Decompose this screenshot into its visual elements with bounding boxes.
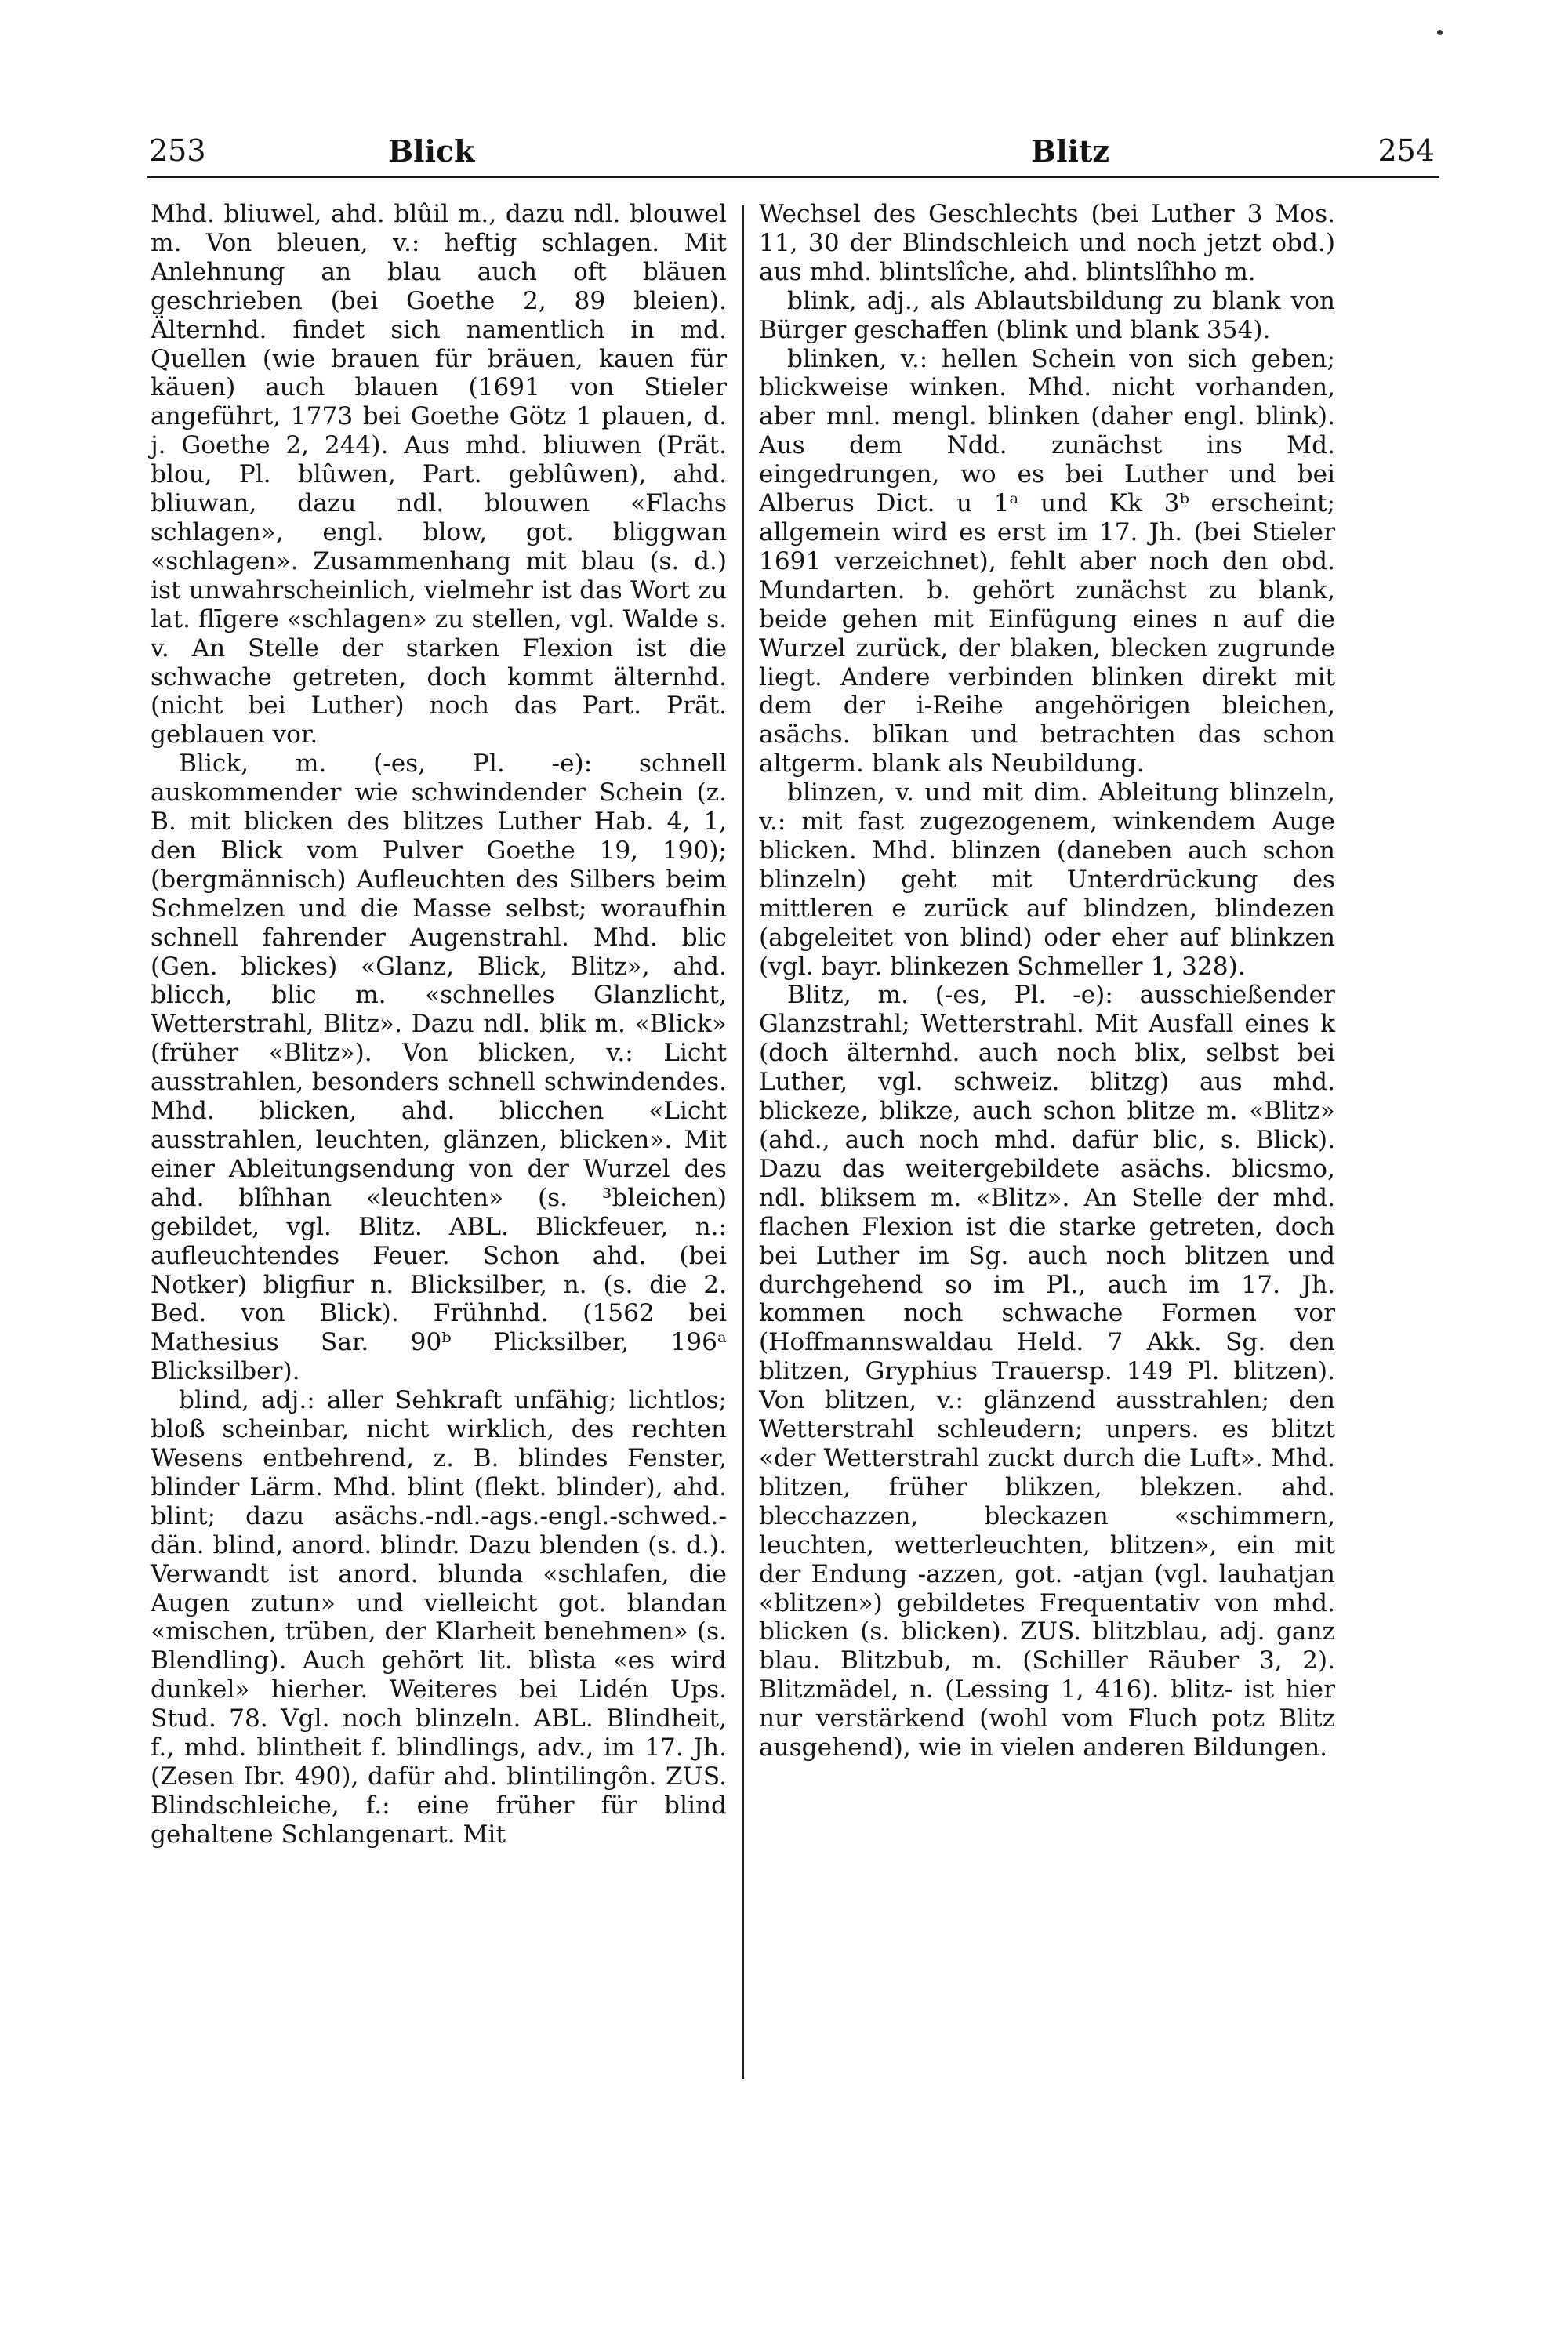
header-rule bbox=[147, 176, 1439, 178]
entry-blind: blind, adj.: aller Sehkraft unfähig; lichtlos; bloß scheinbar, nicht wirklich, des rechten Wesens entbehrend, z. B. blindes Fenster, blinder Lärm. Mhd. blint (flekt. blinder), ahd. blint; dazu asächs.-ndl.-ags.-engl.-schwed.-dän. blind, anord. blindr. Dazu blenden (s. d.). Verwandt ist anord. blunda «schlafen, die Augen zutun» und vielleicht got. blandan «mischen, trüben, der Klarheit benehmen» (s. Blendling). Auch gehört lit. blìsta «es wird dunkel» hierher. Weiteres bei Lidén Ups. Stud. 78. Vgl. noch blinzeln. ABL. Blindheit, f., mhd. blintheit f. blindlings, adv., im 17. Jh. (Zesen Ibr. 490), dafür ahd. blintilingôn. ZUS. Blindschleiche, f.: eine früher für blind gehaltene Schlangenart. Mit bbox=[151, 1386, 727, 1849]
header-keyword-left: Blick bbox=[388, 133, 475, 169]
page-number-right: 254 bbox=[1377, 133, 1435, 168]
corner-ink-mark bbox=[1437, 30, 1443, 35]
running-header bbox=[149, 133, 1435, 180]
right-column bbox=[759, 200, 1335, 1762]
entry-blinken: blinken, v.: hellen Schein von sich geben; blickweise winken. Mhd. nicht vorhanden, aber mnl. mengl. blinken (daher engl. blink). Aus dem Ndd. zunächst ins Md. eingedrungen, wo es bei Luther und bei Alberus Dict. u 1ᵃ und Kk 3ᵇ erscheint; allgemein wird es erst im 17. Jh. (bei Stieler 1691 verzeichnet), fehlt aber noch den obd. Mundarten. b. gehört zunächst zu blank, beide gehen mit Einfügung eines n auf die Wurzel zurück, der blaken, blecken zugrunde liegt. Andere verbinden blinken direkt mit dem der i-Reihe angehörigen bleichen, asächs. blīkan und betrachten das schon altgerm. blank als Neubildung. bbox=[759, 344, 1335, 779]
page-number-left: 253 bbox=[149, 133, 206, 168]
entry-blinzen: blinzen, v. und mit dim. Ableitung blinzeln, v.: mit fast zugezogenem, winkendem Auge blicken. Mhd. blinzen (daneben auch schon blinzeln) geht mit Unterdrückung des mittleren e zurück auf blindzen, blindezen (abgeleitet von blind) oder eher auf blinkzen (vgl. bayr. blinkezen Schmeller 1, 328). bbox=[759, 779, 1335, 981]
entry-blink: blink, adj., als Ablautsbildung zu blank von Bürger geschaffen (blink und blank 354). bbox=[759, 286, 1335, 344]
entry-bleuen-continued: Mhd. bliuwel, ahd. blûil m., dazu ndl. blouwel m. Von bleuen, v.: heftig schlagen. Mit Anlehnung an blau auch oft bläuen geschrieben (bei Goethe 2, 89 bleien). Älternhd. findet sich namentlich in md. Quellen (wie brauen für bräuen, kauen für käuen) auch blauen (1691 von Stieler angeführt, 1773 bei Goethe Götz 1 plauen, d. j. Goethe 2, 244). Aus mhd. bliuwen (Prät. blou, Pl. blûwen, Part. geblûwen), ahd. bliuwan, dazu ndl. blouwen «Flachs schlagen», engl. blow, got. bliggwan «schlagen». Zusammenhang mit blau (s. d.) ist unwahrscheinlich, vielmehr ist das Wort zu lat. flīgere «schlagen» zu stellen, vgl. Walde s. v. An Stelle der starken Flexion ist die schwache getreten, doch kommt älternhd. (nicht bei Luther) noch das Part. Prät. geblauen vor. bbox=[151, 200, 727, 750]
header-keyword-right: Blitz bbox=[1031, 133, 1110, 169]
entry-blindschleiche-continued: Wechsel des Geschlechts (bei Luther 3 Mos. 11, 30 der Blindschleich und noch jetzt obd.) aus mhd. blintslîche, ahd. blintslîhho m. bbox=[759, 200, 1335, 286]
entry-blick: Blick, m. (-es, Pl. -e): schnell auskommender wie schwindender Schein (z. B. mit blicken des blitzes Luther Hab. 4, 1, den Blick vom Pulver Goethe 19, 190); (bergmännisch) Aufleuchten des Silbers beim Schmelzen und die Masse selbst; woraufhin schnell fahrender Augenstrahl. Mhd. blic (Gen. blickes) «Glanz, Blick, Blitz», ahd. blicch, blic m. «schnelles Glanzlicht, Wetterstrahl, Blitz». Dazu ndl. blik m. «Blick» (früher «Blitz»). Von blicken, v.: Licht ausstrahlen, besonders schnell schwindendes. Mhd. blicken, ahd. blicchen «Licht ausstrahlen, leuchten, glänzen, blicken». Mit einer Ableitungsendung von der Wurzel des ahd. blîhhan «leuchten» (s. ³bleichen) gebildet, vgl. Blitz. ABL. Blickfeuer, n.: aufleuchtendes Feuer. Schon ahd. (bei Notker) bligfiur n. Blicksilber, n. (s. die 2. Bed. von Blick). Frühnhd. (1562 bei Mathesius Sar. 90ᵇ Plicksilber, 196ᵃ Blicksilber). bbox=[151, 750, 727, 1386]
left-column bbox=[151, 200, 727, 1849]
column-divider bbox=[742, 205, 744, 2079]
entry-blitz: Blitz, m. (-es, Pl. -e): ausschießender Glanzstrahl; Wetterstrahl. Mit Ausfall eines k (doch älternhd. auch noch blix, selbst bei Luther, vgl. schweiz. blitzg) aus mhd. blickeze, blikze, auch schon blitze m. «Blitz» (ahd., auch noch mhd. dafür blic, s. Blick). Dazu das weitergebildete asächs. blicsmo, ndl. bliksem m. «Blitz». An Stelle der mhd. flachen Flexion ist die starke getreten, doch bei Luther im Sg. auch noch blitzen und durchgehend so im Pl., auch im 17. Jh. kommen noch schwache Formen vor (Hoffmannswaldau Held. 7 Akk. Sg. den blitzen, Gryphius Trauersp. 149 Pl. blitzen). Von blitzen, v.: glänzend ausstrahlen; den Wetterstrahl schleudern; unpers. es blitzt «der Wetterstrahl zuckt durch die Luft». Mhd. blitzen, früher blikzen, blekzen. ahd. blecchazzen, bleckazen «schimmern, leuchten, wetterleuchten, blitzen», ein mit der Endung -azzen, got. -atjan (vgl. lauhatjan «blitzen») gebildetes Frequentativ von mhd. blicken (s. blicken). ZUS. blitzblau, adj. ganz blau. Blitzbub, m. (Schiller Räuber 3, 2). Blitzmädel, n. (Lessing 1, 416). blitz- ist hier nur verstärkend (wohl vom Fluch potz Blitz ausgehend), wie in vielen anderen Bildungen. bbox=[759, 981, 1335, 1762]
